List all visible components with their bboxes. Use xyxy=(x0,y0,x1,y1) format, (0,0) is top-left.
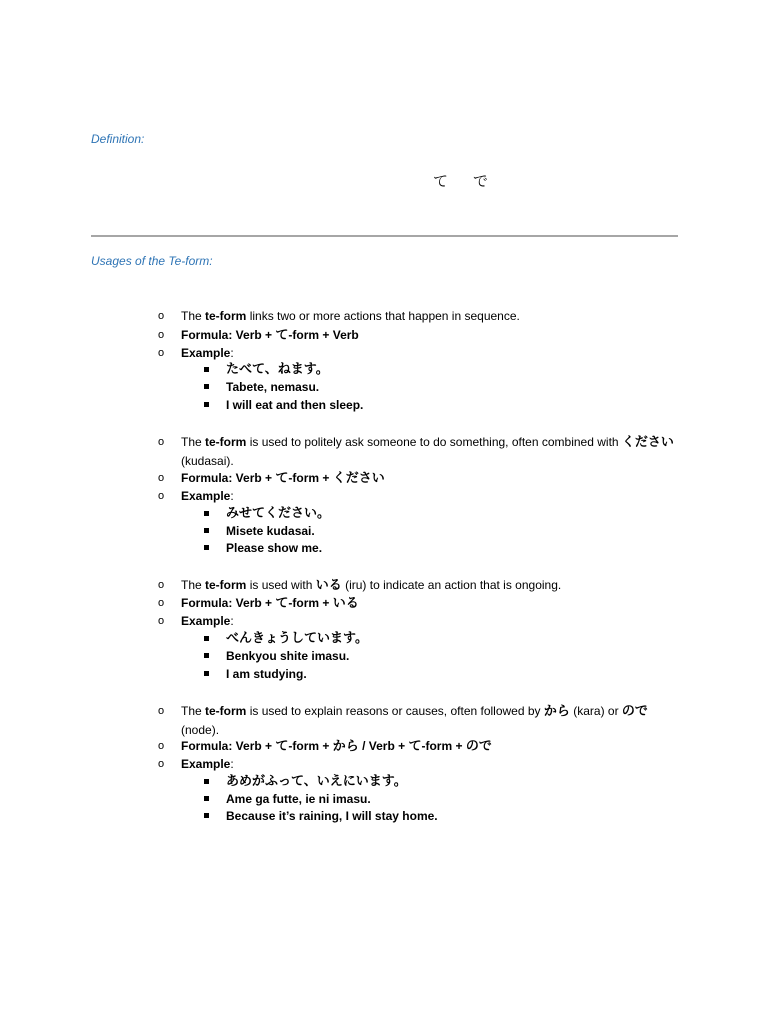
example-japanese: あめがふって、いえにいます。 xyxy=(226,774,407,789)
usage-formula: o Formula: Verb + て-form + Verb xyxy=(181,328,359,343)
example-translation: I will eat and then sleep. xyxy=(226,398,364,412)
usage-formula: o Formula: Verb + て-form + いる xyxy=(181,596,359,611)
example-japanese: べんきょうしています。 xyxy=(226,631,368,646)
usage-example-label: o Example: xyxy=(181,757,234,771)
usage-example-label: o Example: xyxy=(181,346,234,360)
example-romaji: Tabete, nemasu. xyxy=(226,380,320,394)
example-translation: Please show me. xyxy=(226,541,323,555)
definition-heading: Definition: xyxy=(91,132,145,146)
usage-formula: o Formula: Verb + て-form + ください xyxy=(181,471,385,486)
example-romaji: Benkyou shite imasu. xyxy=(226,649,350,663)
example-translation: I am studying. xyxy=(226,667,307,681)
usage-example-label: o Example: xyxy=(181,614,234,628)
usage-description: o The te-form is used to politely ask someone to do something, often combined with ください (kudasai). xyxy=(181,433,678,471)
example-translation: Because it’s raining, I will stay home. xyxy=(226,809,438,823)
usage-description: o The te-form links two or more actions that happen in sequence. xyxy=(181,309,520,323)
horizontal-divider xyxy=(91,235,678,237)
example-japanese: たべて、ねます。 xyxy=(226,362,329,377)
definition-kana-te: て xyxy=(433,173,449,190)
example-romaji: Ame ga futte, ie ni imasu. xyxy=(226,792,371,806)
usage-description: o The te-form is used with いる (iru) to indicate an action that is ongoing. xyxy=(181,578,561,593)
usage-formula: o Formula: Verb + て-form + から / Verb + て-form + ので xyxy=(181,739,492,754)
usage-example-label: o Example: xyxy=(181,489,234,503)
example-romaji: Misete kudasai. xyxy=(226,524,315,538)
definition-kana-de: で xyxy=(473,173,489,190)
usages-heading: Usages of the Te-form: xyxy=(91,254,213,268)
usage-description: o The te-form is used to explain reasons or causes, often followed by から (kara) or ので (node). xyxy=(181,702,678,740)
example-japanese: みせてください。 xyxy=(226,506,331,521)
